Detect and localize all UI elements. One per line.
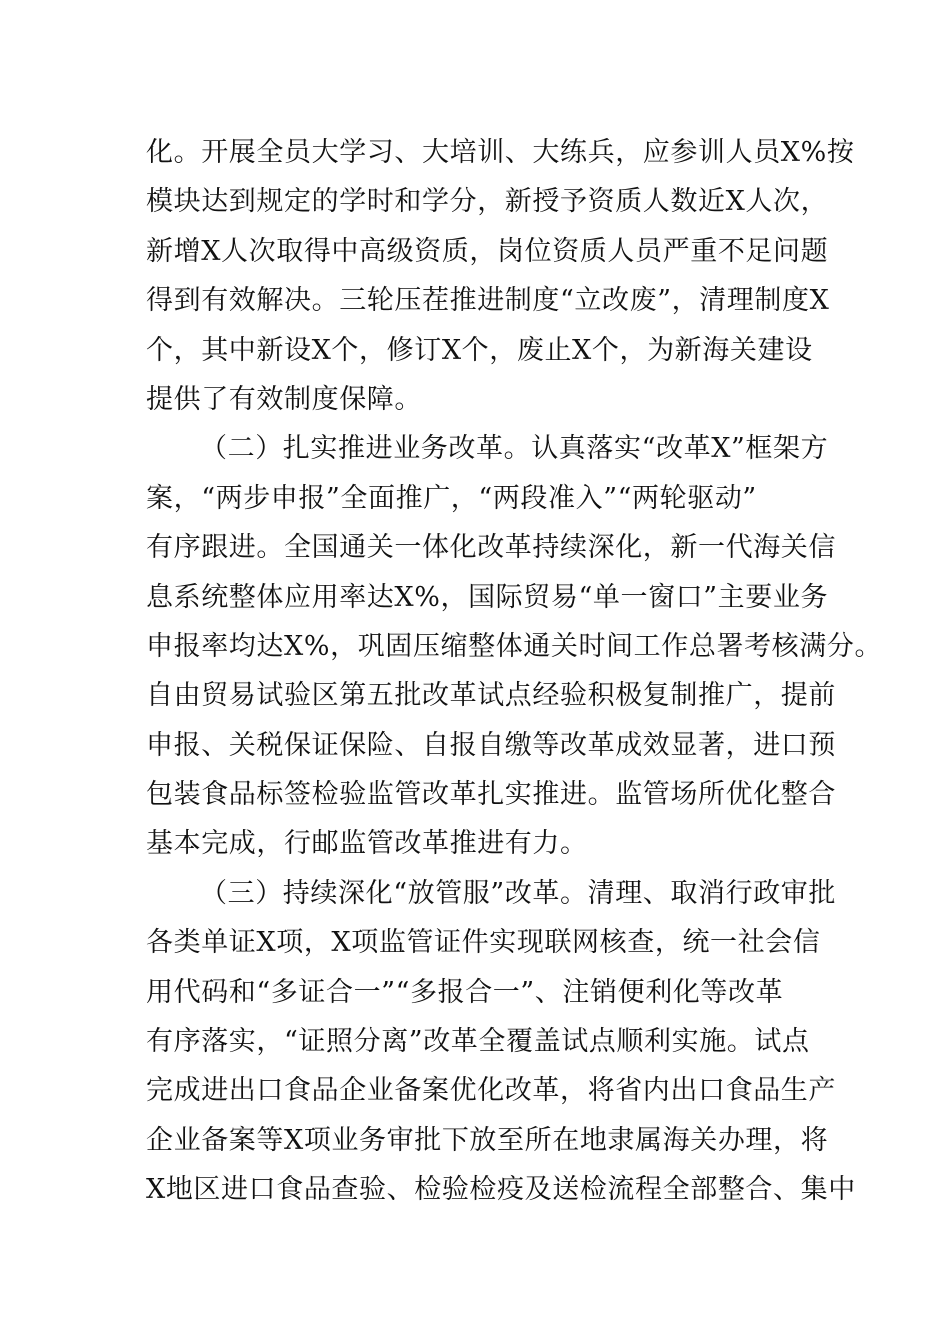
text-line: 完成进出口食品企业备案优化改革，将省内出口食品生产 <box>146 1075 836 1107</box>
text-line: 各类单证X项，X项监管证件实现联网核查，统一社会信 <box>146 927 821 959</box>
text-line: 自由贸易试验区第五批改革试点经验积极复制推广，提前 <box>146 680 836 712</box>
text-line: 包装食品标签检验监管改革扎实推进。监管场所优化整合 <box>146 779 836 811</box>
text-line: 提供了有效制度保障。 <box>146 383 422 415</box>
text-line: 用代码和“多证合一”“多报合一”、注销便利化等改革 <box>146 976 784 1008</box>
body-text <box>146 128 883 1215</box>
text-line: 有序落实，“证照分离”改革全覆盖试点顺利实施。试点 <box>146 1026 810 1058</box>
text-line: 模块达到规定的学时和学分，新授予资质人数近X人次， <box>146 186 829 218</box>
text-line: 化。开展全员大学习、大培训、大练兵，应参训人员X%按 <box>146 137 855 168</box>
text-line: 企业备案等X项业务审批下放至所在地隶属海关办理，将 <box>146 1124 829 1156</box>
text-line: 得到有效解决。三轮压茬推进制度“立改废”，清理制度X <box>146 285 830 317</box>
text-line: 申报率均达X%，巩固压缩整体通关时间工作总署考核满分。 <box>146 630 883 662</box>
text-line: X地区进口食品查验、检验检疫及送检流程全部整合、集中 <box>146 1174 856 1206</box>
text-line: 有序跟进。全国通关一体化改革持续深化，新一代海关信 <box>146 532 836 564</box>
text-line: （二）扎实推进业务改革。认真落实“改革X”框架方 <box>200 433 829 465</box>
text-line: 新增X人次取得中高级资质，岗位资质人员严重不足问题 <box>146 235 829 267</box>
text-line: 息系统整体应用率达X%，国际贸易“单一窗口”主要业务 <box>146 581 829 613</box>
text-line: （三）持续深化“放管服”改革。清理、取消行政审批 <box>200 877 837 909</box>
text-line: 基本完成，行邮监管改革推进有力。 <box>146 828 588 860</box>
text-line: 申报、关税保证保险、自报自缴等改革成效显著，进口预 <box>146 729 836 761</box>
text-line: 案，“两步申报”全面推广，“两段准入”“两轮驱动” <box>146 482 757 514</box>
text-line: 个，其中新设X个，修订X个，废止X个，为新海关建设 <box>146 334 813 366</box>
